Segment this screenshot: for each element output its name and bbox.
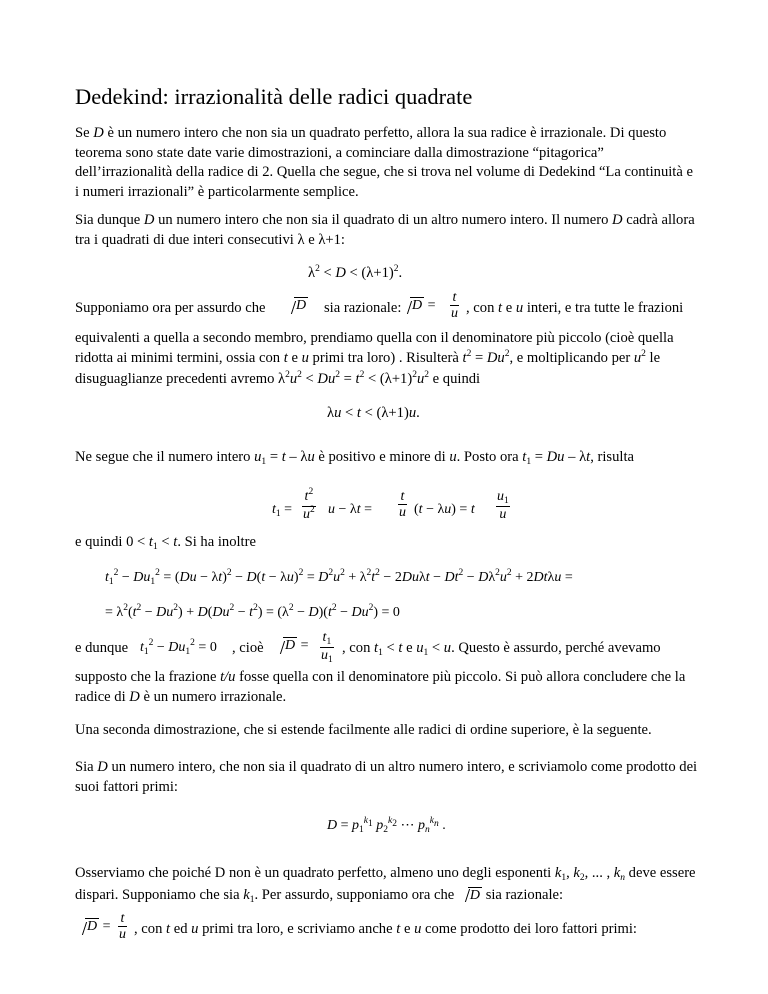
paragraph-intro: Se D è un numero intero che non sia un quadrato perfetto, allora la sua radice è irrazionale. Di questo teorema sono state date varie dimostrazioni, a cominciare dalla dimostrazione “pitagorica” dell’irrazionalità della radice di 2. Quella che segue, che si trova nel volume di Dedekind “La continuità e i numeri irrazionali” è particolarmente semplice. [75, 125, 693, 200]
paragraph-setup: Sia dunque D un numero intero che non sia il quadrato di un altro numero intero. Il numero D cadrà allora tra i quadrati di due interi consecutivi λ e λ+1: [75, 212, 695, 248]
equation-factorization: $D = p_1^{k_1}$ $p_2^{k_2}$ ⋯ $p_n^{k_n}$ . [327, 816, 446, 835]
sqrt-d-inline: D [284, 298, 308, 314]
text-coprime: , con t ed u primi tra loro, e scriviamo anche t e u come prodotto dei loro fattori primi: [134, 921, 637, 937]
text-with-t-u: , con t e u interi, e tra tutte le frazioni [466, 300, 684, 316]
paragraph-u1-t1: Ne segue che il numero intero $u_1 = t - \lambda u$ è positivo e minore di u. Posto ora $t_1 = Du - \lambda t$, risulta [75, 449, 634, 467]
text-e-dunque: e dunque [75, 640, 129, 656]
fraction-t-over-u: $\frac{t}{u}$ [451, 290, 458, 321]
text-rational: sia razionale: [324, 300, 402, 316]
paragraph-second-proof: Una seconda dimostrazione, che si estende facilmente alle radici di ordine superiore, è la seguente. [75, 722, 652, 738]
equation-sqrt-d-t-u: D = [75, 919, 111, 935]
equation-sqrt-d-equals: D = [400, 298, 436, 314]
fraction-u1-over-u: $\frac{u_1}{u}$ [497, 489, 509, 522]
fraction-t1-over-u1: $\frac{t_1}{u_1}$ [321, 630, 333, 665]
equation-sqrt-d-t1: D = [273, 638, 309, 654]
page-title: Dedekind: irrazionalità delle radici quadrate [75, 84, 473, 109]
equation-t1-lhs: $t_1$ = [272, 502, 293, 519]
paragraph-odd-exponent: Osserviamo che poiché D non è un quadrato perfetto, almeno uno degli esponenti $k_1$, $k_2$, ... , $k_n$ deve essere dispari. Supponiamo che sia $k_1$. Per assurdo, supponiamo ora che D sia razionale: [75, 865, 696, 905]
fraction-t2-over-u2: $\frac{t^2}{u^2}$ [303, 487, 315, 522]
paragraph-inequality-t1: e quindi $0 < t_1 < t$. Si ha inoltre [75, 534, 256, 552]
equation-bounds: $\lambda^2 < D < (\lambda+1)^2$. [308, 264, 403, 281]
paragraph-prime-factors: Sia D un numero intero, che non sia il quadrato di un altro numero intero, e scriviamolo come prodotto dei suoi fattori primi: [75, 759, 698, 795]
fraction-t-over-u-3: $\frac{t}{u}$ [119, 911, 126, 942]
text-absurd: , con $t_1 < t$ e $u_1 < u$. Questo è assurdo, perché avevamo [342, 640, 661, 658]
paragraph-reduced-fraction: equivalenti a quella a secondo membro, prendiamo quella con il denominatore più piccolo (cioè quella ridotta ai minimi termini, ossia con t e u primi tra loro) . Risulterà $t^2 = Du^2$, e moltiplicando per $u^2$ le disuguaglianze precedenti avremo $\lambda^2u^2 < Du^2 = t^2 < (\lambda+1)^2u^2$ e quindi [75, 330, 674, 387]
text-suppose: Supponiamo ora per assurdo che [75, 300, 266, 316]
equation-t1-right: (t − λu) = t [414, 502, 475, 517]
equation-t1-du1-zero: $t_1^2 - Du_1^2 = 0$ [140, 638, 217, 657]
text-cioe: , cioè [232, 640, 264, 656]
equation-lambda-u: λu < t < (λ+1)u. [327, 405, 420, 421]
equation-expansion-line2: = $\lambda^2(t^2 - Du^2) + D(Du^2 - t^2) = (\lambda^2 - D)(t^2 - Du^2) = 0$ [105, 603, 400, 620]
paragraph-conclusion: supposto che la frazione t/u fosse quella con il denominatore più piccolo. Si può allora concludere che la radice di D è un numero irrazionale. [75, 669, 686, 705]
equation-expansion-line1: $t_1^2 - Du_1^2 = (Du - \lambda t)^2 - D(t - \lambda u)^2 = D^2u^2 + \lambda^2t^2 - 2Du\lambda t - Dt^2 - D\lambda^2u^2 + 2Dt\lambda u$ = [105, 568, 573, 587]
fraction-t-over-u-2: $\frac{t}{u}$ [399, 489, 406, 520]
equation-t1-mid: u − λt = [328, 502, 372, 517]
